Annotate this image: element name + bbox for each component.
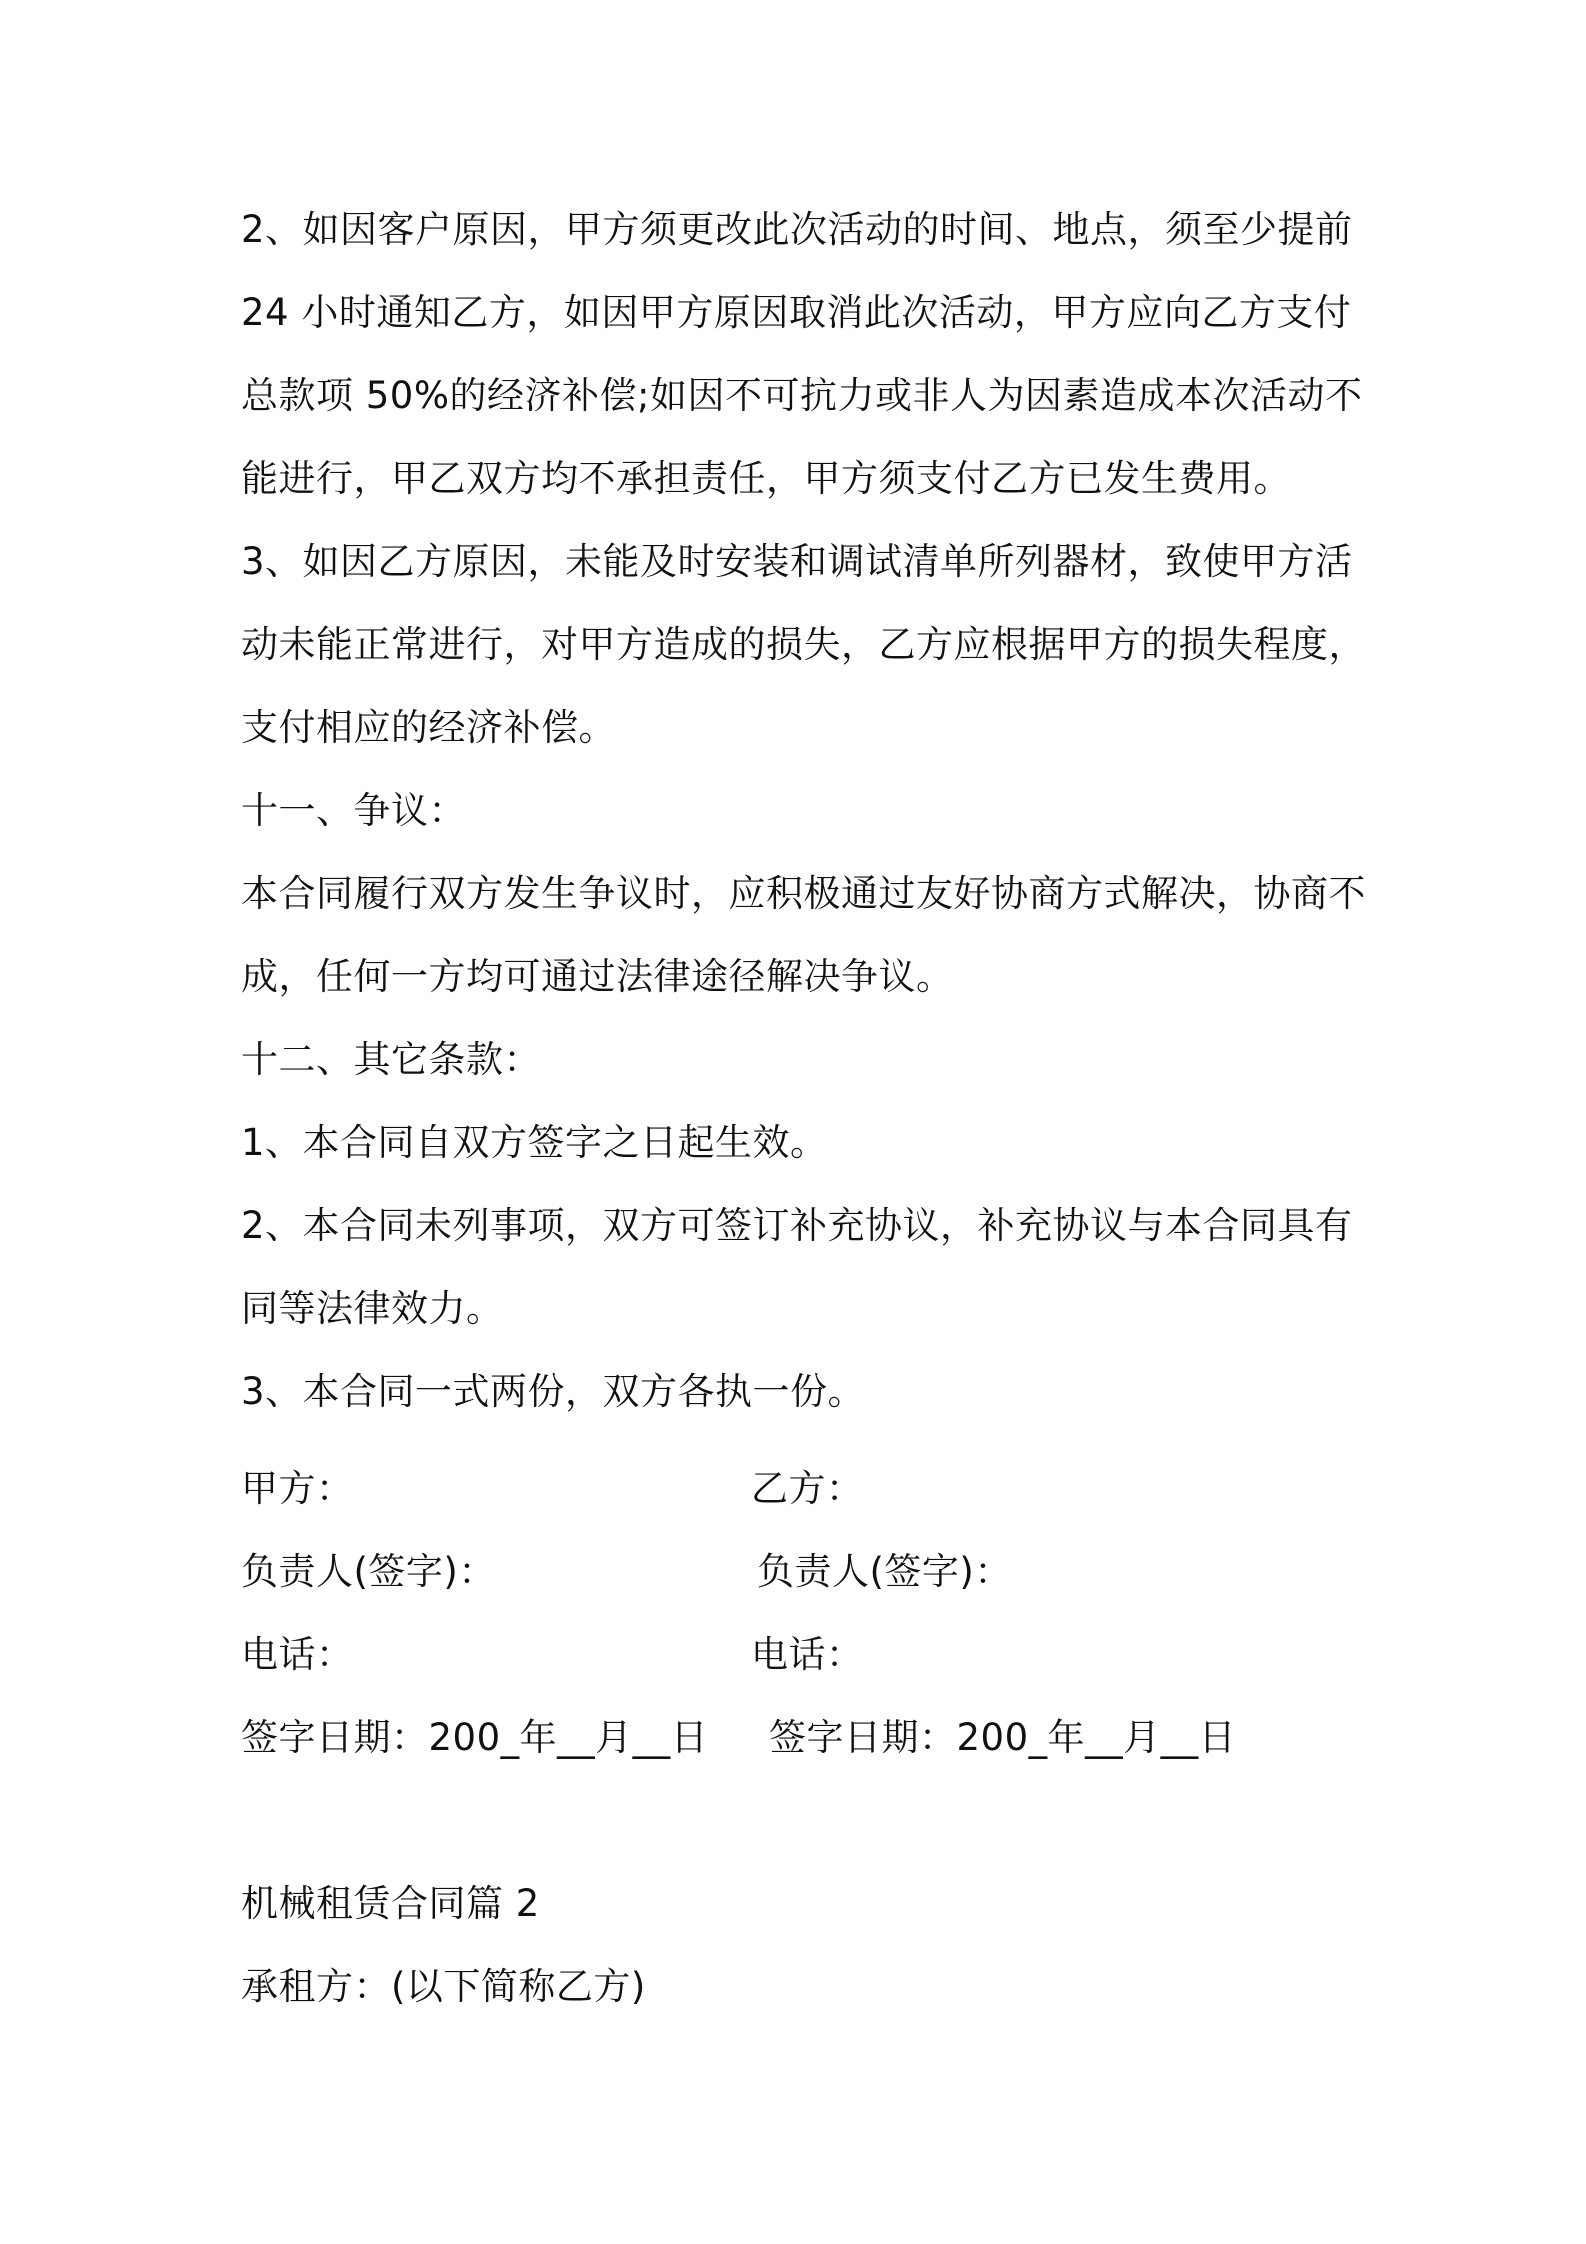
text-line: 承租方：(以下简称乙方) (241, 1965, 646, 2008)
section-12-item-1 (241, 1101, 1361, 1184)
next-contract-title (241, 1862, 1361, 1945)
clause-10-item-3 (241, 520, 1366, 769)
text-line: 1、本合同自双方签字之日起生效。 (241, 1121, 828, 1164)
responsible-a-label: 负责人(签字)： (241, 1550, 496, 1593)
text-line: 总款项 50%的经济补偿;如因不可抗力或非人为因素造成本次活动不 (241, 374, 1363, 417)
text-line: 3、本合同一式两份，双方各执一份。 (241, 1370, 866, 1413)
signature-date-row (241, 1696, 1361, 1779)
phone-b-label: 电话： (751, 1633, 864, 1676)
section-12-item-3 (241, 1350, 1361, 1433)
text-line: 24 小时通知乙方，如因甲方原因取消此次活动，甲方应向乙方支付 (241, 291, 1352, 334)
text-line: 2、如因客户原因，甲方须更改此次活动的时间、地点，须至少提前 (241, 208, 1353, 251)
next-contract (241, 1862, 1361, 2028)
text-line: 能进行，甲乙双方均不承担责任，甲方须支付乙方已发生费用。 (241, 457, 1291, 500)
text-line: 动未能正常进行，对甲方造成的损失，乙方应根据甲方的损失程度， (241, 623, 1366, 666)
contract-body (241, 188, 1366, 1433)
text-line: 本合同履行双方发生争议时，应积极通过友好协商方式解决，协商不 (241, 872, 1366, 915)
party-a-label: 甲方： (241, 1467, 354, 1510)
signature-phone-row (241, 1613, 1361, 1696)
text-line: 2、本合同未列事项，双方可签订补充协议，补充协议与本合同具有 (241, 1204, 1353, 1247)
signature-responsible-row (241, 1530, 1361, 1613)
section-heading: 十一、争议： (241, 789, 466, 832)
text-line: 3、如因乙方原因，未能及时安装和调试清单所列器材，致使甲方活 (241, 540, 1353, 583)
text-line: 同等法律效力。 (241, 1287, 504, 1330)
section-12-item-2 (241, 1184, 1361, 1350)
date-a-label: 签字日期：200_年__月__日 (241, 1716, 709, 1759)
next-contract-lessee (241, 1945, 1361, 2028)
section-11-body (241, 852, 1366, 1018)
section-heading: 十二、其它条款： (241, 1038, 541, 1081)
section-11-title (241, 769, 1361, 852)
date-b-label: 签字日期：200_年__月__日 (769, 1716, 1237, 1759)
phone-a-label: 电话： (241, 1633, 354, 1676)
contract-title: 机械租赁合同篇 2 (241, 1882, 540, 1925)
section-12-title (241, 1018, 1361, 1101)
text-line: 成，任何一方均可通过法律途径解决争议。 (241, 955, 954, 998)
responsible-b-label: 负责人(签字)： (757, 1550, 1012, 1593)
party-b-label: 乙方： (751, 1467, 864, 1510)
text-line: 支付相应的经济补偿。 (241, 706, 616, 749)
clause-10-item-2 (241, 188, 1361, 520)
signature-party-row (241, 1447, 1361, 1530)
